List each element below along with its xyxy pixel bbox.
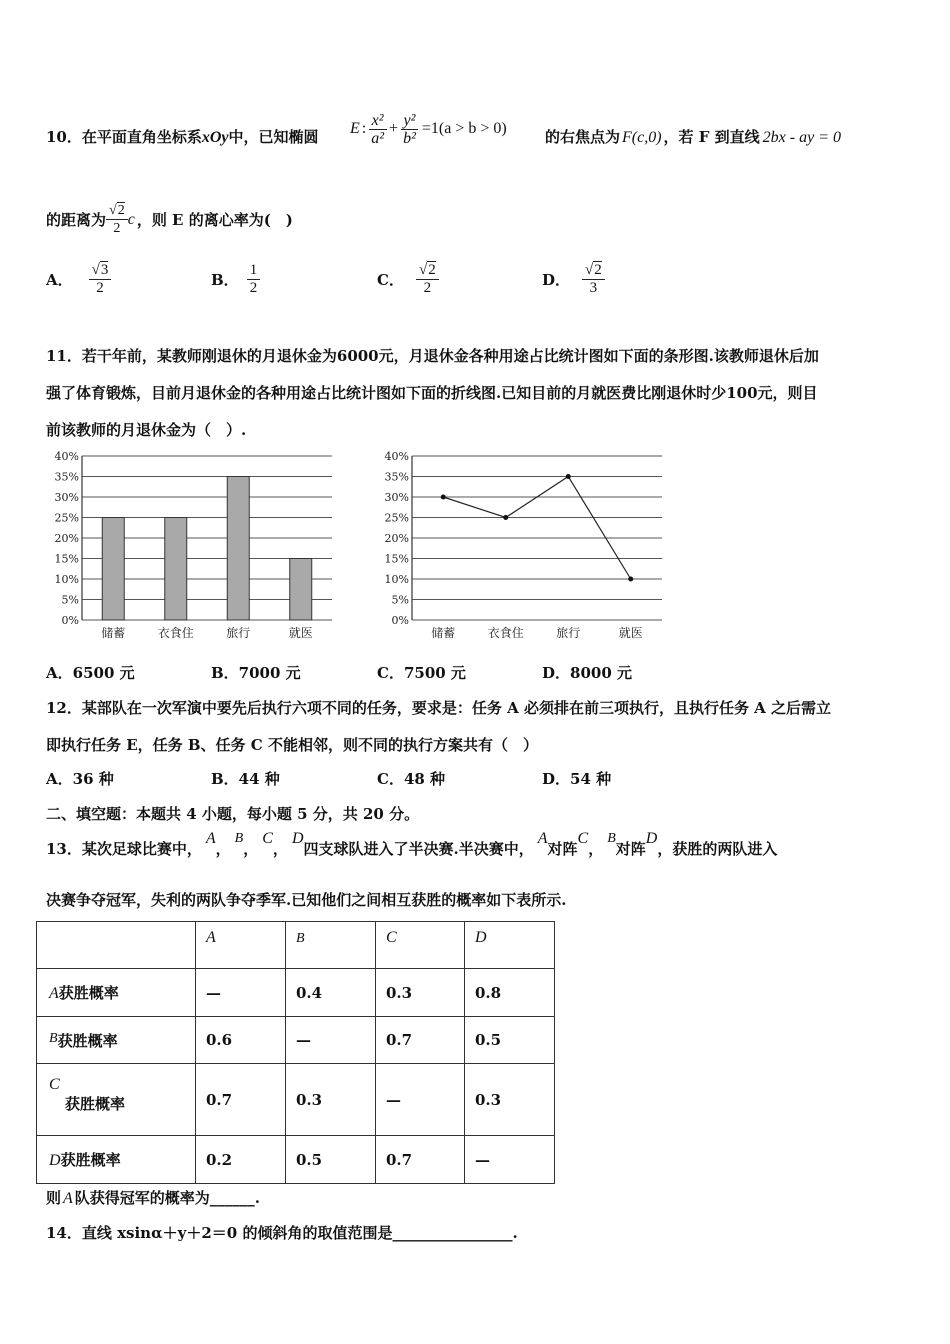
- table-cell: —: [376, 1064, 465, 1136]
- q10-line1: 10．在平面直角坐标系xOy中，已知椭圆: [46, 128, 319, 146]
- win-probability-table: [36, 921, 555, 1184]
- table-cell: —: [196, 969, 286, 1017]
- table-row: [37, 1017, 555, 1064]
- data-point: [628, 577, 633, 582]
- x-tick-label: 旅行: [556, 626, 581, 640]
- table-cell: —: [465, 1136, 555, 1184]
- q11-option-d[interactable]: D．8000 元: [542, 664, 632, 682]
- y-tick-label: 20%: [54, 532, 79, 545]
- y-tick-label: 15%: [384, 552, 409, 566]
- y-tick-label: 5%: [61, 593, 79, 607]
- y-tick-label: 30%: [54, 491, 79, 504]
- data-point: [566, 474, 571, 479]
- table-cell: 0.3: [376, 969, 465, 1017]
- data-point: [503, 515, 508, 520]
- q13-line2: 决赛争夺冠军，失利的两队争夺季军.已知他们之间相互获胜的概率如下表所示.: [46, 891, 567, 909]
- row-label: C 获胜概率: [37, 1064, 196, 1136]
- q14-text: 14．直线 xsinα＋y＋2＝0 的倾斜角的取值范围是________________.: [46, 1224, 518, 1242]
- y-tick-label: 25%: [54, 511, 79, 525]
- row-label: A获胜概率: [37, 969, 196, 1017]
- fraction-sqrt2-over-2: $\frac{√2}{2}$: [106, 202, 128, 237]
- q11-line1: 11．若干年前，某教师刚退休的月退休金为6000元，月退休金各种用途占比统计图如下面的条形图.该教师退休后加: [46, 347, 819, 365]
- q10-option-a[interactable]: A． $\frac{√3}{2}$: [46, 262, 111, 297]
- q10-option-d[interactable]: D． $\frac{√2}{3}$: [542, 262, 605, 297]
- section-heading-fill-blank: 二、填空题：本题共 4 小题，每小题 5 分，共 20 分。: [46, 805, 420, 823]
- fraction-x2-a2: $\frac{\text{x²}}{\text{a²}}$: [368, 112, 387, 147]
- line-equation: 2bx - ay = 0: [762, 129, 841, 146]
- q12-option-d[interactable]: D．54 种: [542, 770, 612, 788]
- table-row: [37, 1064, 555, 1136]
- q12-line1: 12．某部队在一次军演中要先后执行六项不同的任务，要求是：任务 A 必须排在前三项执行，且执行任务 A 之后需立: [46, 699, 832, 717]
- y-tick-label: 15%: [54, 552, 79, 566]
- q12-option-c[interactable]: C．48 种: [377, 770, 446, 788]
- q10-line2: 的距离为 $\frac{√2}{2}$ c ，则 E 的离心率为( ): [46, 203, 293, 236]
- focus-point: F(c,0): [622, 129, 662, 146]
- data-point: [441, 495, 446, 500]
- q13-line1: 13．某次足球比赛中， A ， B ， C ， D 四支球队进入了半决赛.半决赛中， A 对阵 C ， B 对阵 D ，获胜的两队进入: [46, 830, 778, 858]
- row-label: B获胜概率: [37, 1017, 196, 1064]
- x-tick-label: 储蓄: [431, 626, 456, 640]
- q13-question: 则 A 队获得冠军的概率为______.: [46, 1189, 261, 1207]
- y-tick-label: 25%: [384, 511, 409, 525]
- q11-option-c[interactable]: C．7500 元: [377, 664, 466, 682]
- y-tick-label: 35%: [384, 470, 409, 484]
- q11-line2: 强了体育锻炼，目前月退休金的各种用途占比统计图如下面的折线图.已知目前的月就医费比刚退休时少100元，则目: [46, 384, 818, 402]
- q12-option-a[interactable]: A．36 种: [46, 770, 114, 788]
- table-cell: —: [286, 1017, 376, 1064]
- bar: [227, 477, 249, 621]
- table-header-cell: B: [286, 922, 376, 969]
- table-row: [37, 969, 555, 1017]
- table-cell: 0.5: [465, 1017, 555, 1064]
- series-line: [443, 477, 631, 580]
- y-tick-label: 20%: [384, 532, 409, 545]
- ellipse-equation: E : $\frac{\text{x²}}{\text{a²}}$ + $\frac{\text{y²}}{\text{b²}}$ =1(a > b > 0): [350, 111, 507, 147]
- q10-option-b[interactable]: B． $\frac{1}{2}$: [211, 262, 260, 297]
- q12-option-b[interactable]: B．44 种: [211, 770, 280, 788]
- y-tick-label: 10%: [54, 573, 79, 586]
- q11-option-a[interactable]: A．6500 元: [46, 664, 135, 682]
- y-tick-label: 30%: [384, 491, 409, 504]
- y-tick-label: 0%: [391, 614, 409, 627]
- table-cell: 0.7: [376, 1017, 465, 1064]
- x-tick-label: 储蓄: [101, 626, 126, 640]
- x-tick-label: 就医: [288, 626, 313, 640]
- bar: [290, 559, 312, 621]
- table-cell: 0.3: [286, 1064, 376, 1136]
- y-tick-label: 10%: [384, 573, 409, 586]
- q11-option-b[interactable]: B．7000 元: [211, 664, 301, 682]
- table-header-cell: D: [465, 922, 555, 969]
- q11-line3: 前该教师的月退休金为（ ）.: [46, 421, 247, 439]
- fraction-y2-b2: $\frac{\text{y²}}{\text{b²}}$: [400, 112, 419, 147]
- line-chart: [370, 446, 670, 646]
- table-header-cell: C: [376, 922, 465, 969]
- table-cell: 0.3: [465, 1064, 555, 1136]
- q10-option-c[interactable]: C． $\frac{√2}{2}$: [377, 262, 439, 297]
- y-tick-label: 40%: [54, 450, 79, 463]
- coord-system: xOy: [201, 129, 229, 146]
- table-cell: 0.7: [196, 1064, 286, 1136]
- x-tick-label: 旅行: [226, 626, 251, 640]
- x-tick-label: 就医: [618, 626, 643, 640]
- x-tick-label: 衣食住: [157, 626, 194, 640]
- y-tick-label: 35%: [54, 470, 79, 484]
- table-row: [37, 1136, 555, 1184]
- row-label: D获胜概率: [37, 1136, 196, 1184]
- bar: [165, 518, 187, 621]
- table-cell: 0.6: [196, 1017, 286, 1064]
- bar-chart: [40, 446, 340, 646]
- y-tick-label: 0%: [61, 614, 79, 627]
- table-cell: 0.2: [196, 1136, 286, 1184]
- bar: [102, 518, 124, 621]
- y-tick-label: 40%: [384, 450, 409, 463]
- table-header-cell: A: [196, 922, 286, 969]
- q12-line2: 即执行任务 E，任务 B、任务 C 不能相邻，则不同的执行方案共有（ ）: [46, 736, 538, 754]
- table-header-row: [37, 922, 555, 969]
- y-tick-label: 5%: [391, 593, 409, 607]
- table-cell: 0.8: [465, 969, 555, 1017]
- table-cell: 0.4: [286, 969, 376, 1017]
- table-cell: 0.7: [376, 1136, 465, 1184]
- q10-line1-tail: 的右焦点为 F(c,0) ，若 F 到直线 2bx - ay = 0: [545, 128, 841, 146]
- table-header-cell: [37, 922, 196, 969]
- x-tick-label: 衣食住: [487, 626, 524, 640]
- table-cell: 0.5: [286, 1136, 376, 1184]
